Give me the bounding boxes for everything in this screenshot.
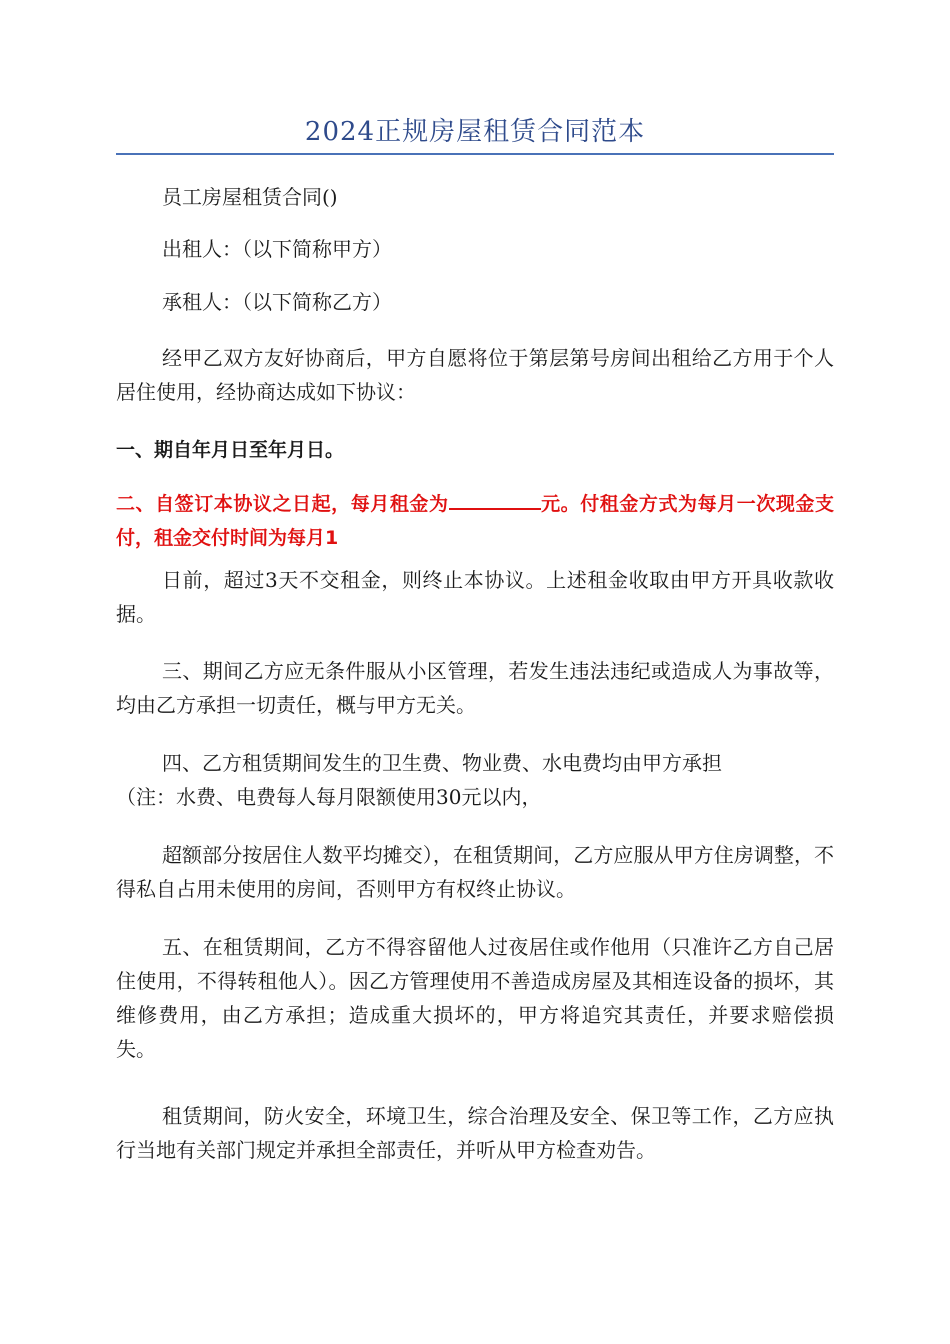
clause-2-text-b: 元。付租金方式为每月一次现金支付，租金交付时间为每月1	[116, 493, 834, 549]
clause-5: 五、在租赁期间，乙方不得容留他人过夜居住或作他用（只准许乙方自己居住使用，不得转租他人）。因乙方管理使用不善造成房屋及其相连设备的损坏，其维修费用，由乙方承担；造成重大损坏的，甲方将追究其责任，并要求赔偿损失。	[116, 935, 834, 1061]
clause-4-continuation: 超额部分按居住人数平均摊交），在租赁期间，乙方应服从甲方住房调整，不得私自占用未使用的房间，否则甲方有权终止协议。	[116, 843, 834, 901]
intro-paragraph: 经甲乙双方友好协商后，甲方自愿将位于第层第号房间出租给乙方用于个人居住使用，经协商达成如下协议：	[116, 346, 834, 404]
clause-2	[116, 487, 834, 555]
lessee-line: 承租人：（以下简称乙方）	[162, 290, 392, 314]
clause-2-continuation: 日前，超过3天不交租金，则终止本协议。上述租金收取由甲方开具收款收据。	[116, 568, 834, 626]
clause-6: 租赁期间，防火安全，环境卫生，综合治理及安全、保卫等工作，乙方应执行当地有关部门规定并承担全部责任，并听从甲方检查劝告。	[116, 1104, 834, 1162]
clause-4-line-2: （注：水费、电费每人每月限额使用30元以内，	[116, 785, 542, 809]
clause-1: 一、期自年月日至年月日。	[116, 439, 345, 461]
clause-2-text-a: 二、自签订本协议之日起，每月租金为	[116, 493, 449, 515]
clause-3: 三、期间乙方应无条件服从小区管理，若发生违法违纪或造成人为事故等，均由乙方承担一切责任，概与甲方无关。	[116, 659, 834, 717]
document-title: 2024正规房屋租赁合同范本	[304, 117, 646, 147]
title-underline	[116, 153, 834, 155]
rent-amount-blank	[449, 488, 541, 510]
clause-4	[116, 746, 834, 814]
contract-heading: 员工房屋租赁合同()	[162, 185, 338, 209]
lessor-line: 出租人：（以下简称甲方）	[162, 237, 392, 261]
clause-4-line-1: 四、乙方租赁期间发生的卫生费、物业费、水电费均由甲方承担	[162, 751, 722, 775]
